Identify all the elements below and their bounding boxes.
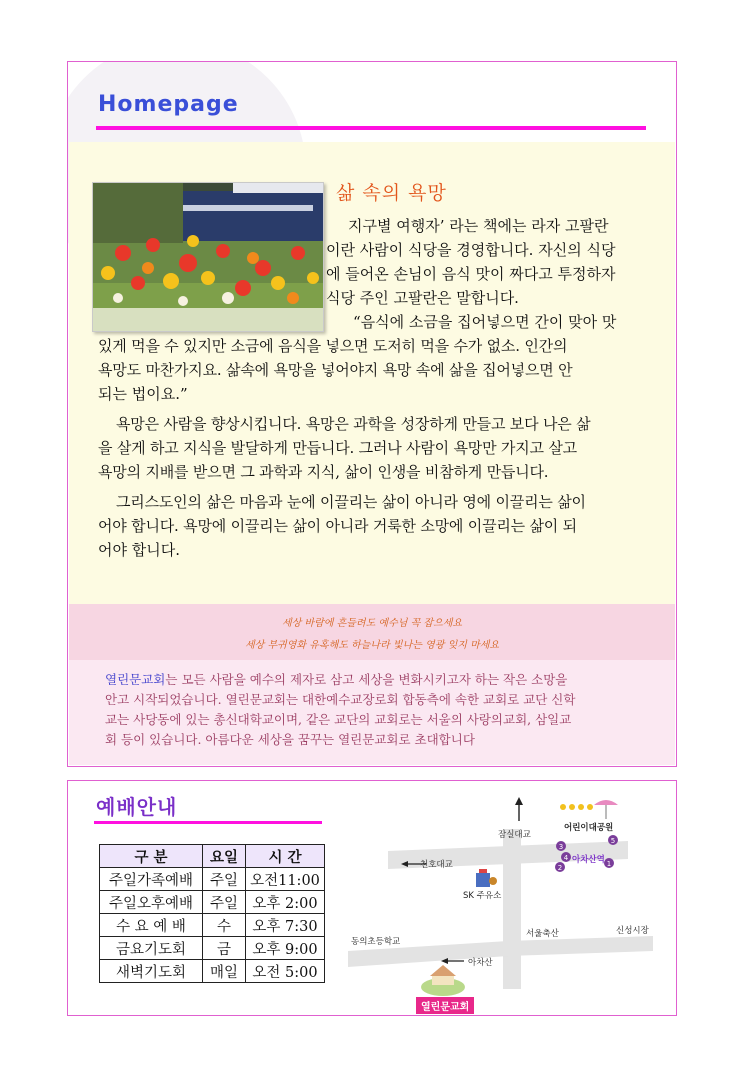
table-cell: 주일가족예배 (100, 868, 203, 891)
church-intro (69, 660, 675, 765)
homepage-title: Homepage (98, 92, 239, 117)
article-line: 을 살게 하고 지식을 발달하게 만듭니다. 그러나 사람이 욕망만 가지고 살고 (98, 439, 577, 457)
article-line: 있게 먹을 수 있지만 소금에 음식을 넣으면 도저히 먹을 수가 없소. 인간의 (98, 337, 568, 355)
worship-panel (67, 780, 677, 1016)
article-line: 이란 사람이 식당을 경영합니다. 자신의 식당 (326, 241, 616, 259)
location-map (348, 791, 668, 1011)
map-label-achasan: 아차산 (468, 958, 493, 968)
table-cell: 수 (203, 914, 246, 937)
article-line: 욕망의 지배를 받으면 그 과학과 지식, 삶이 인생을 비참하게 만듭니다. (98, 463, 549, 481)
svg-text:4: 4 (563, 854, 569, 862)
table-cell: 오전 5:00 (246, 960, 325, 983)
article-line: 그리스도인의 삶은 마음과 눈에 이끌리는 삶이 아니라 영에 이끌리는 삶이 (116, 493, 586, 511)
table-row (100, 868, 325, 891)
table-row (100, 960, 325, 983)
intro-line: 안고 시작되었습니다. 열린문교회는 대한예수교장로회 합동측에 속한 교회로 교단 신학 (105, 692, 576, 707)
slogan-line: 세상 부귀영화 유혹해도 하늘나라 빛나는 영광 잊지 마세요 (244, 640, 500, 651)
table-cell: 오후 7:30 (246, 914, 325, 937)
slogan-line: 세상 바람에 흔들려도 예수님 꼭 잡으세요 (281, 618, 463, 629)
title-underline (96, 126, 646, 130)
map-label-station: 아차산역 (572, 855, 605, 865)
svg-text:2: 2 (557, 864, 563, 872)
table-row (100, 914, 325, 937)
svg-text:1: 1 (606, 860, 612, 868)
table-cell: 매일 (203, 960, 246, 983)
worship-title: 예배안내 (96, 795, 178, 819)
table-cell: 오후 2:00 (246, 891, 325, 914)
table-cell: 금요기도회 (100, 937, 203, 960)
table-cell: 주일 (203, 891, 246, 914)
worship-title-underline (94, 821, 322, 824)
map-label-park: 어린이대공원 (564, 823, 614, 833)
table-row (100, 891, 325, 914)
map-label-seoul-chuksan: 서울축산 (526, 929, 559, 939)
intro-line: 회 등이 있습니다. 아름다운 세상을 꿈꾸는 열린문교회로 초대합니다 (105, 732, 475, 747)
homepage-panel (67, 61, 677, 767)
header-cell: 요일 (203, 845, 246, 868)
header-cell: 구 분 (100, 845, 203, 868)
table-cell: 수 요 예 배 (100, 914, 203, 937)
slogan-band (69, 604, 675, 660)
map-label-sinseong: 신성시장 (616, 926, 649, 936)
church-name: 열린문교회 (105, 672, 166, 687)
map-label-jamsil: 잠실대교 (498, 830, 531, 840)
table-cell: 새벽기도회 (100, 960, 203, 983)
table-cell: 금 (203, 937, 246, 960)
intro-line: 열린문교회는 모든 사람을 예수의 제자로 삼고 세상을 변화시키고자 하는 작은 소망을 (105, 672, 568, 687)
table-row (100, 937, 325, 960)
article-line: 어야 합니다. (98, 541, 180, 559)
article-line: 욕망은 사람을 향상시킵니다. 욕망은 과학을 성장하게 만들고 보다 나은 삶 (116, 415, 591, 433)
map-label-church: 열린문교회 (416, 997, 474, 1014)
article-title: 삶 속의 욕망 (336, 182, 447, 204)
article-line: 지구별 여행자’ 라는 책에는 라자 고팔란 (348, 217, 609, 235)
flower-photo (92, 182, 324, 332)
table-cell: 주일오후예배 (100, 891, 203, 914)
table-cell: 오후 9:00 (246, 937, 325, 960)
header-cell: 시 간 (246, 845, 325, 868)
table-cell: 주일 (203, 868, 246, 891)
article-line: 어야 합니다. 욕망에 이끌리는 삶이 아니라 거룩한 소망에 이끌리는 삶이 되 (98, 517, 577, 535)
map-label-cheonho: 천호대교 (420, 860, 453, 870)
svg-text:3: 3 (558, 843, 564, 851)
map-label-dongui: 동의초등학교 (351, 937, 401, 947)
map-label-sk: SK 주유소 (463, 891, 502, 901)
table-header-row (100, 845, 325, 868)
table-cell: 오전11:00 (246, 868, 325, 891)
article-line: 욕망도 마찬가지요. 삶속에 욕망을 넣어야지 욕망 속에 삶을 집어넣으면 안 (98, 361, 573, 379)
intro-line: 교는 사당동에 있는 총신대학교이며, 같은 교단의 교회로는 서울의 사랑의교회, 삼일교 (105, 712, 572, 727)
article-line: 에 들어온 손님이 음식 맛이 짜다고 투정하자 (326, 265, 616, 283)
svg-text:5: 5 (610, 837, 616, 845)
article-line: 되는 법이요.” (98, 385, 188, 403)
article-line: “음식에 소금을 집어넣으면 간이 맞아 맛 (353, 313, 617, 331)
worship-schedule-table (99, 844, 325, 983)
article-line: 식당 주인 고팔란은 말합니다. (326, 289, 519, 307)
